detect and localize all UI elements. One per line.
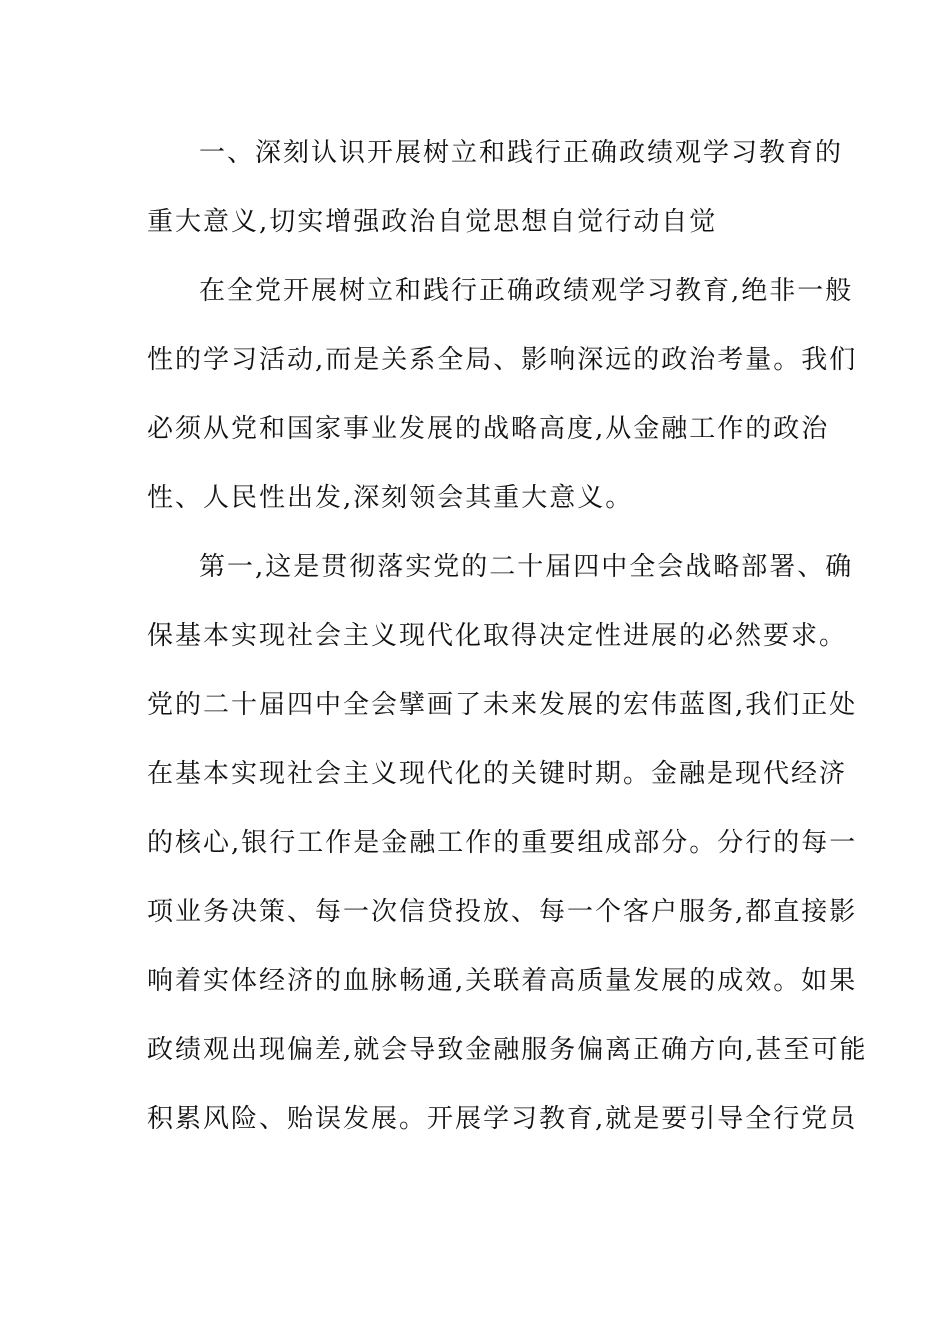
paragraph-2-line-5: 的核心,银行工作是金融工作的重要组成部分。分行的每一 [147,828,858,858]
paragraph-1-line-4: 性、人民性出发,深刻领会其重大意义。 [147,483,634,513]
paragraph-2-line-2: 保基本实现社会主义现代化取得决定性进展的必然要求。 [147,621,848,651]
paragraph-2-line-6: 项业务决策、每一次信贷投放、每一个客户服务,都直接影 [147,897,858,927]
paragraph-2-line-8: 政绩观出现偏差,就会导致金融服务偏离正确方向,甚至可能 [147,1035,868,1065]
paragraph-1-line-2: 性的学习活动,而是关系全局、影响深远的政治考量。我们 [147,345,858,375]
paragraph-1-line-3: 必须从党和国家事业发展的战略高度,从金融工作的政治 [147,414,830,444]
paragraph-2-line-7: 响着实体经济的血脉畅通,关联着高质量发展的成效。如果 [147,966,858,996]
section-heading-line-1: 一、深刻认识开展树立和践行正确政绩观学习教育的 [199,138,844,168]
paragraph-2-line-9: 积累风险、贻误发展。开展学习教育,就是要引导全行党员 [147,1104,858,1134]
paragraph-2-line-1: 第一,这是贯彻落实党的二十届四中全会战略部署、确 [199,552,854,582]
paragraph-2-line-3: 党的二十届四中全会擘画了未来发展的宏伟蓝图,我们正处 [147,690,858,720]
paragraph-2-line-4: 在基本实现社会主义现代化的关键时期。金融是现代经济 [147,759,848,789]
document-page [147,119,868,1154]
paragraph-1-line-1: 在全党开展树立和践行正确政绩观学习教育,绝非一般 [199,276,854,306]
section-heading-line-2: 重大意义,切实增强政治自觉思想自觉行动自觉 [147,207,718,237]
